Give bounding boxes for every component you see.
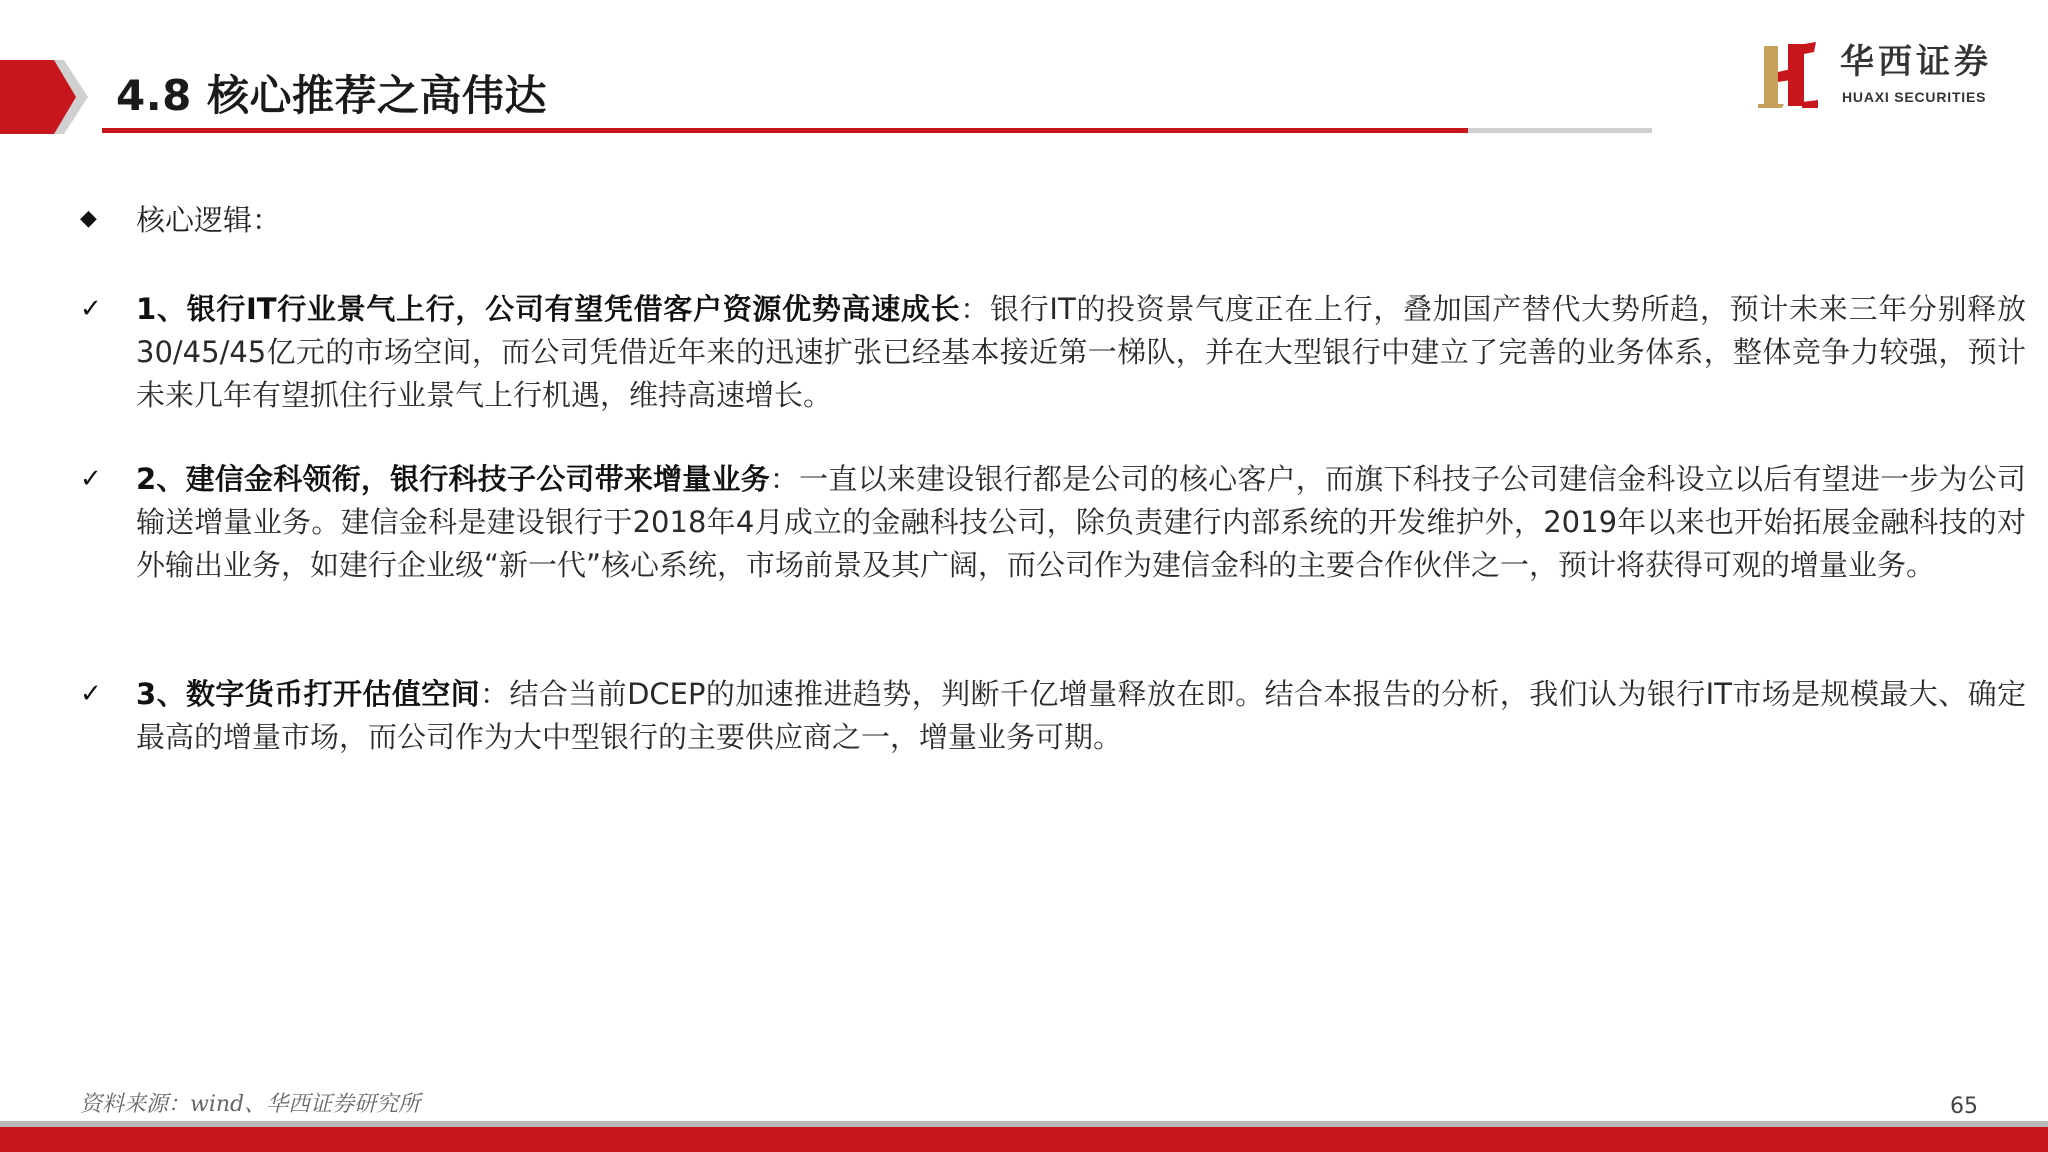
checkmark-icon: ✓ — [80, 294, 102, 324]
bullet-body: ：一直以来建设银行都是公司的核心客户，而旗下科技子公司建信金科设立以后有望进一步为公司输送增量业务。建信金科是建设银行于2018年4月成立的金融科技公司，除负责建行内部系统的开发维护外，2019年以来也开始拓展金融科技的对外输出业务，如建行企业级“新一代”核心系统，市场前景及其广阔，而公司作为建信金科的主要合作伙伴之一，预计将获得可观的增量业务。 — [136, 462, 2026, 582]
logo-name-en: HUAXI SECURITIES — [1842, 89, 1987, 105]
bullet-text — [136, 673, 2026, 759]
page-number: 65 — [1950, 1094, 1978, 1119]
bullet-body: ：结合当前DCEP的加速推进趋势，判断千亿增量释放在即。结合本报告的分析，我们认为银行IT市场是规模最大、确定最高的增量市场，而公司作为大中型银行的主要供应商之一，增量业务可期。 — [136, 677, 2026, 754]
title-tab-arrow-icon — [0, 60, 88, 134]
bullet-heading: 3、数字货币打开估值空间 — [136, 677, 481, 711]
huaxi-h-logo-icon — [1758, 42, 1818, 108]
section-heading — [80, 196, 281, 240]
bullet-heading: 2、建信金科领衔，银行科技子公司带来增量业务 — [136, 462, 770, 496]
page-title: 4.8 核心推荐之高伟达 — [116, 71, 548, 120]
logo-name-cn: 华西证券 — [1840, 42, 1992, 82]
diamond-bullet-icon: ◆ — [80, 205, 97, 231]
section-label: 核心逻辑： — [136, 202, 282, 237]
checkmark-icon: ✓ — [80, 679, 102, 709]
footer-bar-red — [0, 1127, 2048, 1152]
title-rule-gray — [1468, 128, 1652, 133]
company-logo — [1758, 40, 2008, 110]
bullet-text — [136, 458, 2026, 587]
checkmark-icon: ✓ — [80, 464, 102, 494]
source-note: 资料来源：wind、华西证券研究所 — [80, 1092, 421, 1117]
bullet-body: ：银行IT的投资景气度正在上行，叠加国产替代大势所趋，预计未来三年分别释放30/45/45亿元的市场空间，而公司凭借近年来的迅速扩张已经基本接近第一梯队，并在大型银行中建立了完善的业务体系，整体竞争力较强，预计未来几年有望抓住行业景气上行机遇，维持高速增长。 — [136, 292, 2026, 412]
bullet-text — [136, 288, 2026, 417]
bullet-heading: 1、银行IT行业景气上行，公司有望凭借客户资源优势高速成长 — [136, 292, 961, 326]
title-rule-red — [102, 128, 1468, 133]
